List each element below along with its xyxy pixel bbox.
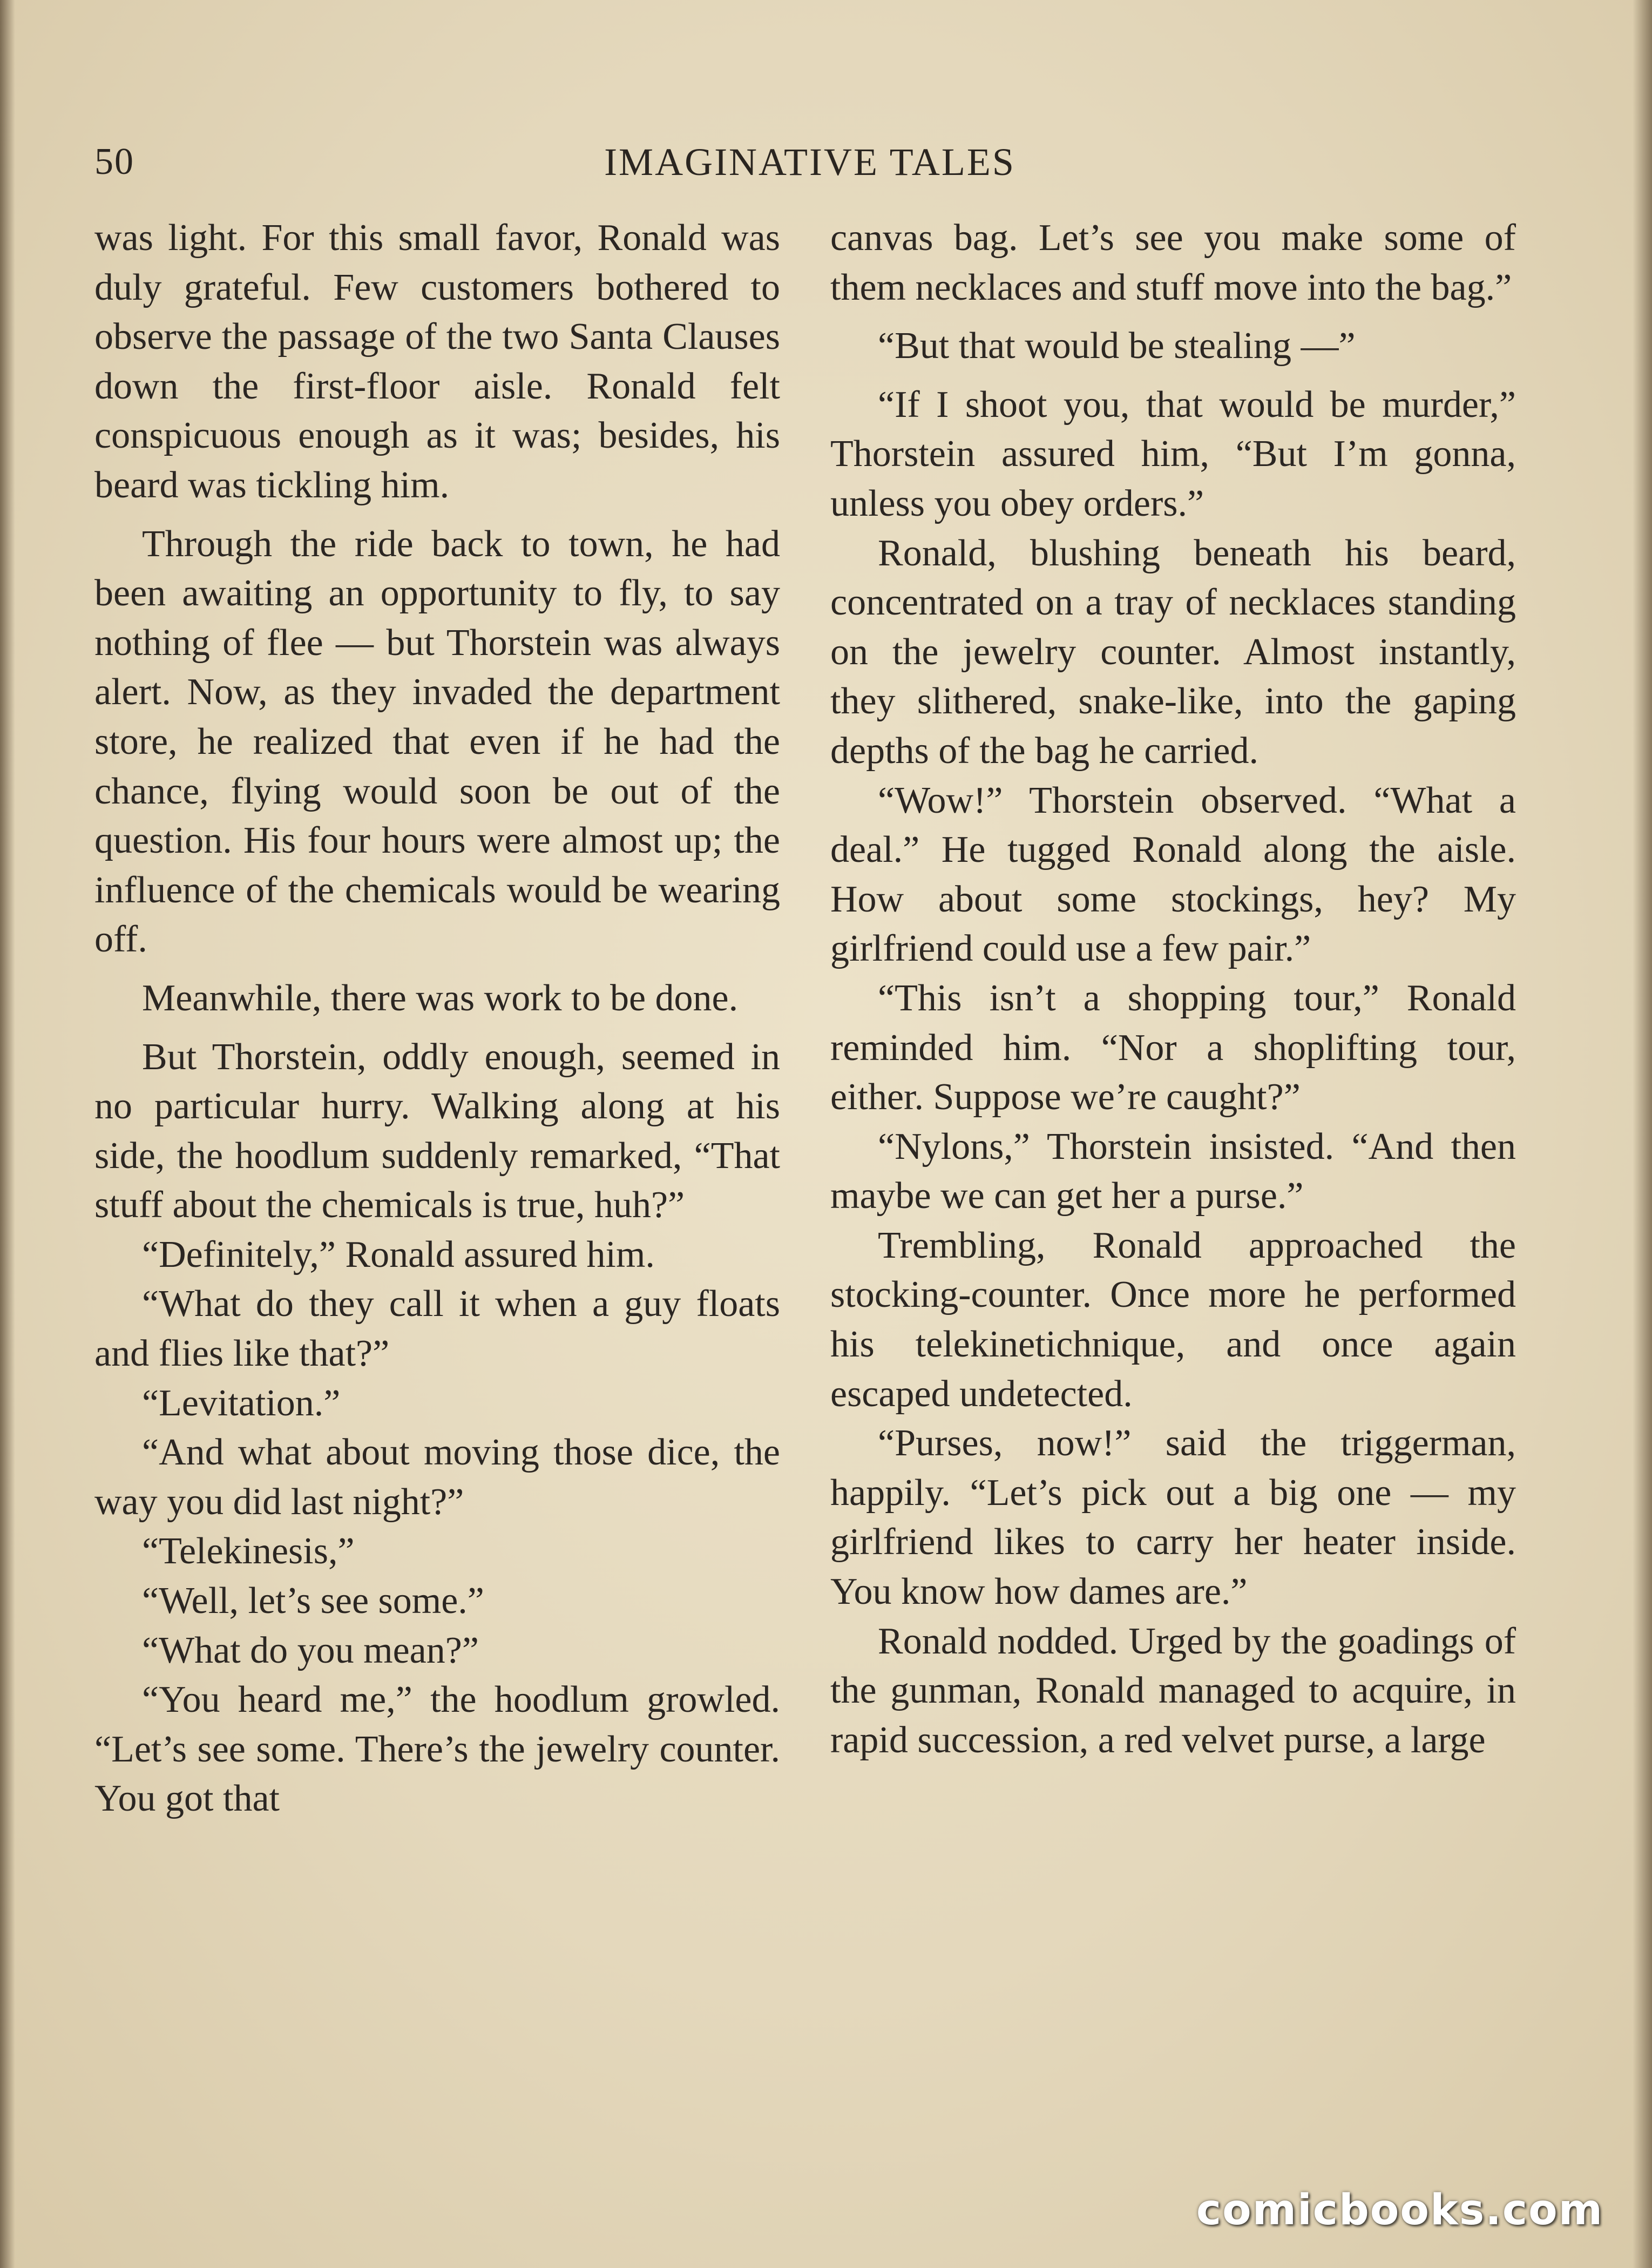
- paragraph: “You heard me,” the hoodlum growled. “Let’s see some. There’s the jewelry counter. You got that: [94, 1679, 780, 1820]
- paragraph: “If I shoot you, that would be murder,” Thorstein assured him, “But I’m gonna, unless you obey orders.”: [830, 383, 1516, 524]
- paragraph: canvas bag. Let’s see you make some of them necklaces and stuff move into the bag.”: [830, 217, 1516, 308]
- paragraph: “This isn’t a shopping tour,” Ronald reminded him. “Nor a shoplifting tour, either. Suppose we’re caught?”: [830, 977, 1516, 1118]
- paragraph: Ronald nodded. Urged by the goadings of the gunman, Ronald managed to acquire, in rapid succession, a red velvet purse, a large: [830, 1620, 1516, 1761]
- source-watermark: comicbooks.com: [1196, 2186, 1603, 2235]
- paragraph: “Well, let’s see some.”: [142, 1580, 484, 1622]
- paragraph: “Telekinesis,”: [142, 1530, 355, 1572]
- paragraph: “Levitation.”: [142, 1382, 341, 1424]
- paragraph: was light. For this small favor, Ronald was duly grateful. Few customers bothered to observe the passage of the two Santa Clauses down the first-floor aisle. Ronald felt conspicuous enough as it was; besides, his beard was tickling him.: [94, 217, 780, 506]
- paragraph: “Wow!” Thorstein observed. “What a deal.” He tugged Ronald along the aisle. How about some stockings, hey? My girlfriend could use a few pair.”: [830, 779, 1516, 970]
- paragraph: “Purses, now!” said the triggerman, happily. “Let’s pick out a big one — my girlfriend likes to carry her heater inside. You know how dames are.”: [830, 1422, 1516, 1613]
- page-header: [94, 132, 1525, 192]
- text-column-left: [94, 213, 780, 1824]
- page-edge-shadow-left: [0, 0, 15, 2268]
- text-column-right: [830, 213, 1516, 1765]
- paragraph: “What do they call it when a guy floats and flies like that?”: [94, 1283, 780, 1375]
- paragraph: Meanwhile, there was work to be done.: [142, 977, 739, 1019]
- paragraph: “Definitely,” Ronald assured him.: [142, 1233, 655, 1275]
- running-title: IMAGINATIVE TALES: [604, 140, 1015, 184]
- paragraph: “But that would be stealing —”: [878, 325, 1356, 367]
- page-number: 50: [94, 141, 134, 183]
- paragraph: Ronald, blushing beneath his beard, concentrated on a tray of necklaces standing on the jewelry counter. Almost instantly, they slithered, snake-like, into the gaping depths of the bag he carried.: [830, 532, 1516, 772]
- page-edge-shadow-right: [1633, 0, 1652, 2268]
- paragraph: “Nylons,” Thorstein insisted. “And then maybe we can get her a purse.”: [830, 1125, 1516, 1217]
- paragraph: “What do you mean?”: [142, 1629, 479, 1671]
- paragraph: “And what about moving those dice, the way you did last night?”: [94, 1432, 780, 1523]
- paragraph: Trembling, Ronald approached the stocking-counter. Once more he performed his telekinetichnique, and once again escaped undetected.: [830, 1224, 1516, 1415]
- paragraph: Through the ride back to town, he had been awaiting an opportunity to fly, to say nothing of flee — but Thorstein was always alert. Now, as they invaded the department store, he realized that even if he had the chance, flying would soon be out of the question. His four hours were almost up; the influence of the chemicals would be wearing off.: [94, 523, 780, 961]
- paragraph: But Thorstein, oddly enough, seemed in no particular hurry. Walking along at his side, the hoodlum suddenly remarked, “That stuff about the chemicals is true, huh?”: [94, 1036, 780, 1226]
